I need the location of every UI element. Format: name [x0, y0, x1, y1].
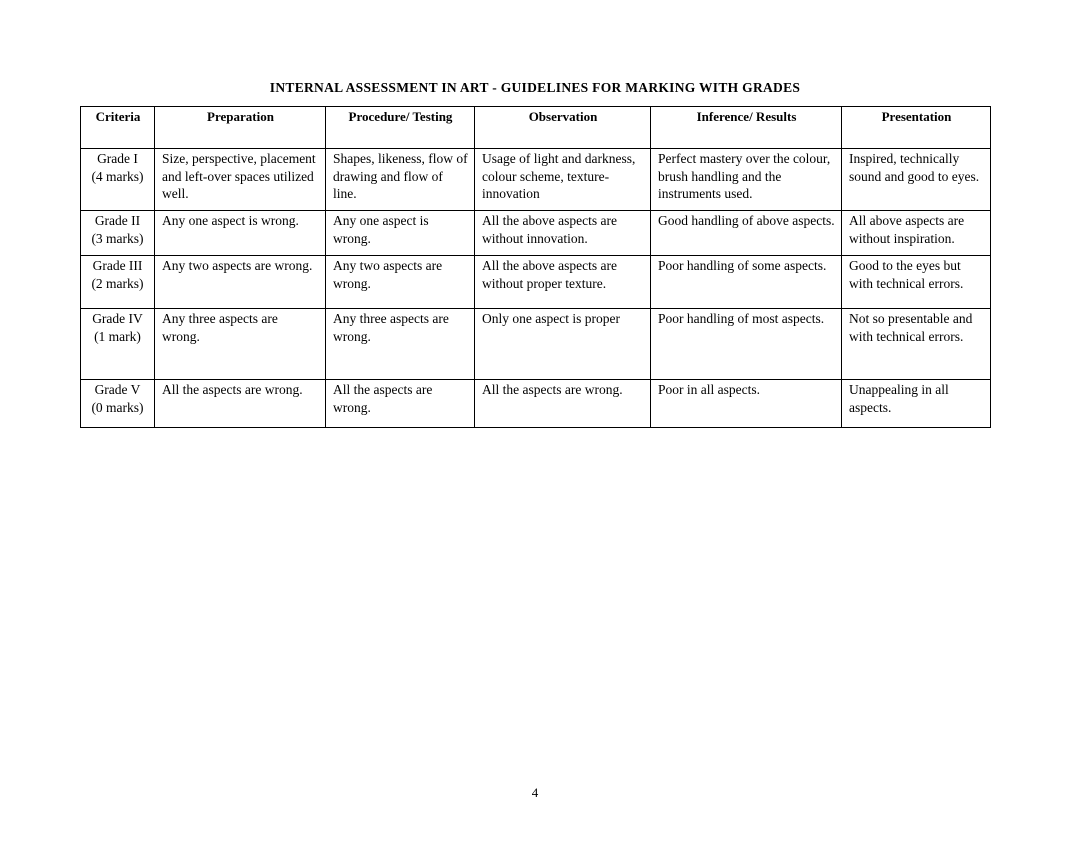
grade-cell — [81, 211, 155, 256]
header-inference-results: Inference/ Results — [651, 107, 842, 149]
observation-cell: Only one aspect is proper — [475, 309, 651, 380]
grade-cell — [81, 380, 155, 428]
grade-cell — [81, 149, 155, 211]
header-procedure-testing: Procedure/ Testing — [326, 107, 475, 149]
procedure-cell: All the aspects are wrong. — [326, 380, 475, 428]
inference-cell: Perfect mastery over the colour, brush handling and the instruments used. — [651, 149, 842, 211]
inference-cell: Poor handling of some aspects. — [651, 256, 842, 309]
inference-cell: Poor in all aspects. — [651, 380, 842, 428]
observation-cell: All the above aspects are without innovation. — [475, 211, 651, 256]
presentation-cell: Unappealing in all aspects. — [842, 380, 991, 428]
grade-marks: (2 marks) — [91, 275, 144, 291]
header-preparation: Preparation — [155, 107, 326, 149]
procedure-cell: Any two aspects are wrong. — [326, 256, 475, 309]
grade-marks: (3 marks) — [91, 230, 144, 246]
observation-cell: Usage of light and darkness, colour scheme, texture-innovation — [475, 149, 651, 211]
preparation-cell: Any three aspects are wrong. — [155, 309, 326, 380]
procedure-cell: Any three aspects are wrong. — [326, 309, 475, 380]
grade-marks: (0 marks) — [91, 399, 144, 415]
header-criteria: Criteria — [81, 107, 155, 149]
grade-label: Grade I — [97, 151, 138, 166]
procedure-cell: Shapes, likeness, flow of drawing and flow of line. — [326, 149, 475, 211]
page-number: 4 — [531, 785, 539, 800]
header-presentation: Presentation — [842, 107, 991, 149]
grade-marks: (4 marks) — [91, 168, 144, 184]
table-row — [81, 309, 991, 380]
presentation-cell: All above aspects are without inspiration. — [842, 211, 991, 256]
observation-cell: All the above aspects are without proper texture. — [475, 256, 651, 309]
inference-cell: Poor handling of most aspects. — [651, 309, 842, 380]
grade-marks: (1 mark) — [94, 328, 141, 344]
presentation-cell: Not so presentable and with technical errors. — [842, 309, 991, 380]
grade-cell — [81, 309, 155, 380]
preparation-cell: Size, perspective, placement and left-over spaces utilized well. — [155, 149, 326, 211]
document-title: INTERNAL ASSESSMENT IN ART - GUIDELINES FOR MARKING WITH GRADES — [269, 80, 801, 95]
grade-cell — [81, 256, 155, 309]
presentation-cell: Inspired, technically sound and good to eyes. — [842, 149, 991, 211]
grade-label: Grade III — [92, 258, 143, 273]
table-row — [81, 380, 991, 428]
grading-rubric-table — [80, 106, 991, 428]
table-row — [81, 256, 991, 309]
inference-cell: Good handling of above aspects. — [651, 211, 842, 256]
preparation-cell: All the aspects are wrong. — [155, 380, 326, 428]
grade-label: Grade V — [94, 382, 141, 397]
table-row — [81, 211, 991, 256]
presentation-cell: Good to the eyes but with technical errors. — [842, 256, 991, 309]
grade-label: Grade IV — [92, 311, 143, 326]
observation-cell: All the aspects are wrong. — [475, 380, 651, 428]
procedure-cell: Any one aspect is wrong. — [326, 211, 475, 256]
preparation-cell: Any two aspects are wrong. — [155, 256, 326, 309]
header-observation: Observation — [475, 107, 651, 149]
preparation-cell: Any one aspect is wrong. — [155, 211, 326, 256]
grade-label: Grade II — [94, 213, 141, 228]
table-row — [81, 149, 991, 211]
table-header-row — [81, 107, 991, 149]
